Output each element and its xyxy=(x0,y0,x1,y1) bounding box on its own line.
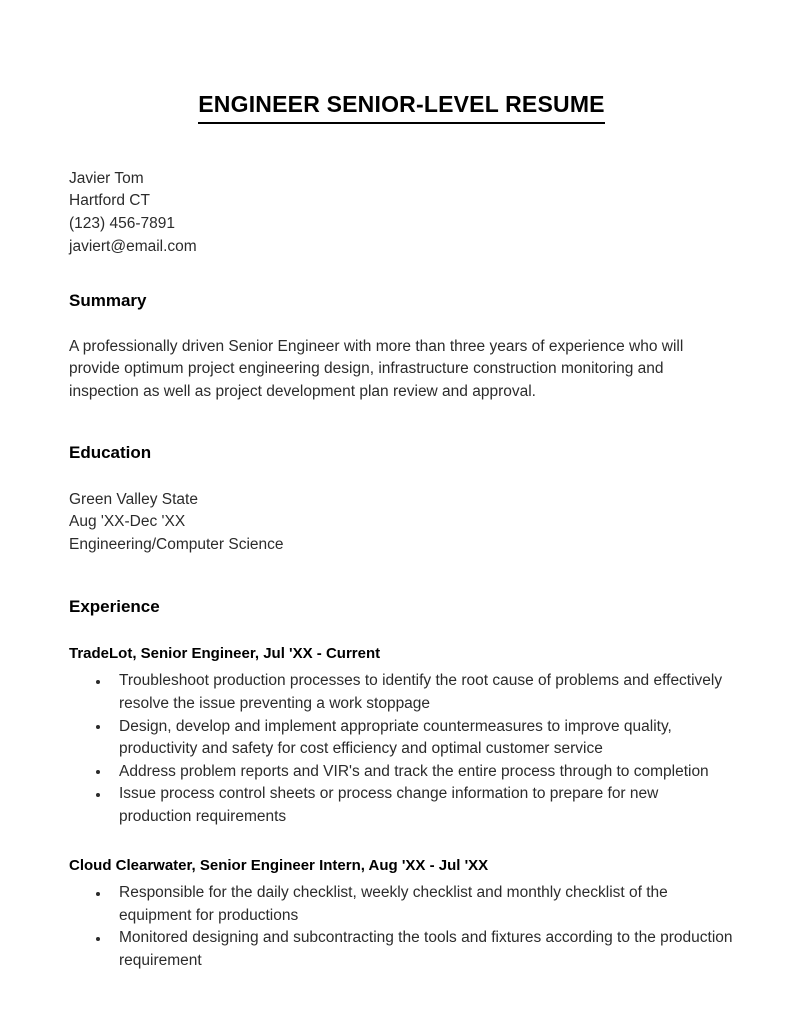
experience-entry xyxy=(69,644,734,829)
list-item xyxy=(69,670,734,715)
page-title xyxy=(69,0,734,124)
document-body xyxy=(69,0,734,972)
contact-phone: (123) 456-7891 xyxy=(69,214,175,232)
education-dates: Aug 'XX-Dec 'XX xyxy=(69,513,186,531)
contact-name: Javier Tom xyxy=(69,169,144,187)
bullet-icon xyxy=(96,892,100,896)
bullet-icon xyxy=(96,793,100,797)
education-field: Engineering/Computer Science xyxy=(69,535,284,553)
education-school: Green Valley State xyxy=(69,490,198,508)
bullet-icon xyxy=(96,680,100,684)
experience-entry xyxy=(69,856,734,973)
bullet-icon xyxy=(96,937,100,941)
list-item-text: Address problem reports and VIR's and track the entire process through to completion xyxy=(119,762,709,780)
list-item-text: Design, develop and implement appropriate countermeasures to improve quality, productivity and safety for cost efficiency and optimal customer service xyxy=(119,717,672,758)
list-item-text: Monitored designing and subcontracting the tools and fixtures according to the production requirement xyxy=(119,929,733,969)
bullet-icon xyxy=(96,770,100,774)
list-item xyxy=(69,761,734,784)
job-bullet-list xyxy=(69,670,734,828)
list-item xyxy=(69,716,734,761)
list-item xyxy=(69,783,734,828)
list-item xyxy=(69,927,734,972)
section-heading-summary: Summary xyxy=(69,291,147,311)
list-item-text: Responsible for the daily checklist, weekly checklist and monthly checklist of the equipment for productions xyxy=(119,884,668,924)
list-item xyxy=(69,882,734,927)
section-heading-experience: Experience xyxy=(69,597,160,617)
contact-location: Hartford CT xyxy=(69,192,150,210)
summary-text: A professionally driven Senior Engineer with more than three years of experience who will provide optimum project engineering design, infrastructure construction monitoring and inspection as well as project development plan review and approval. xyxy=(69,337,684,400)
job-title: TradeLot, Senior Engineer, Jul 'XX - Current xyxy=(69,644,381,662)
job-bullet-list xyxy=(69,882,734,972)
page-title-text: ENGINEER SENIOR-LEVEL RESUME xyxy=(198,90,604,124)
contact-block xyxy=(69,168,734,258)
contact-email: javiert@email.com xyxy=(69,237,197,255)
section-heading-education: Education xyxy=(69,443,152,463)
bullet-icon xyxy=(96,725,100,729)
education-entry xyxy=(69,489,734,557)
job-title: Cloud Clearwater, Senior Engineer Intern, Aug 'XX - Jul 'XX xyxy=(69,856,489,874)
list-item-text: Issue process control sheets or process change information to prepare for new production requirements xyxy=(119,785,659,825)
list-item-text: Troubleshoot production processes to identify the root cause of problems and effectively resolve the issue preventing a work stoppage xyxy=(119,672,723,712)
